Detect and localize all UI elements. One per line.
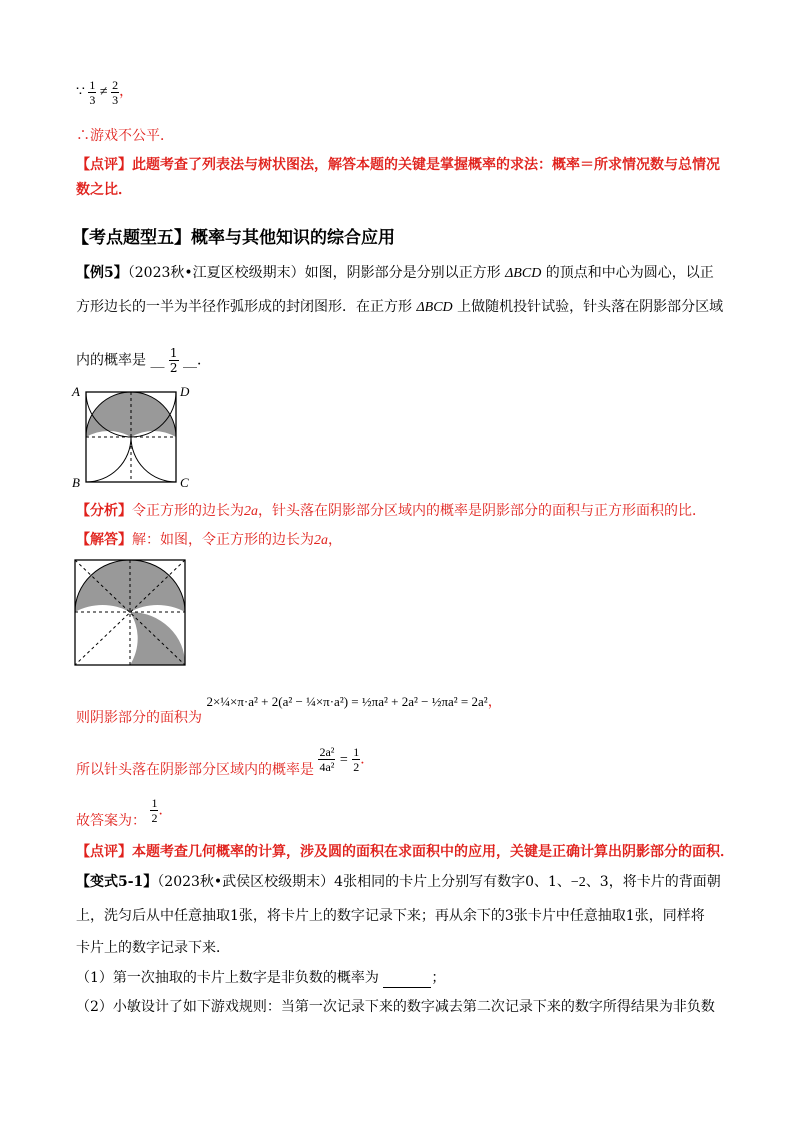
fraction-one-third: $\frac{1}{3}$	[89, 78, 96, 107]
example5-line2: 方形边长的一半为半径作弧形成的封闭图形．在正方形 ΔBCD 上做随机投针试验，针头落在阴影部分区域	[76, 299, 724, 315]
review-block-2: 【点评】本题考查几何概率的计算，涉及圆的面积在求面积中的应用，关键是正确计算出阴影部分的面积．	[76, 844, 734, 860]
question-2: （2）小敏设计了如下游戏规则：当第一次记录下来的数字减去第二次记录下来的数字所得结果为非负数	[76, 999, 715, 1015]
example5-line1: 【例5】（2023秋•江夏区校级期末）如图，阴影部分是分别以正方形 ΔBCD 的顶点和中心为圆心，以正	[76, 265, 714, 281]
answer-fraction-final: $\frac{1}{2}$	[151, 796, 158, 825]
square-figure-2	[70, 555, 190, 670]
square-figure-1	[70, 380, 190, 490]
variant-line1: 【变式5-1】（2023秋•武侯区校级期末）4张相同的卡片上分别写有数字0、1、−2、3，将卡片的背面朝	[76, 874, 721, 890]
probability-fraction: $\frac{\text{2a²}}{\text{4a²}}$	[319, 745, 335, 774]
question-1: （1）第一次抽取的卡片上数字是非负数的概率为 ；	[76, 970, 446, 986]
fraction-two-thirds: $\frac{2}{3}$	[112, 78, 119, 107]
analysis-line: 【分析】令正方形的边长为2a，针头落在阴影部分区域内的概率是阴影部分的面积与正方形面积的比．	[76, 503, 706, 519]
shaded-arc-left	[86, 437, 131, 482]
vertex-label-a: A	[72, 384, 80, 399]
area-line: 则阴影部分的面积为 2×¼×π·a² + 2(a² − ¼×π·a²) = ½πa² + 2a² − ½πa² = 2a²，	[76, 694, 502, 726]
review-block-1: 【点评】此题考查了列表法与树状图法，解答本题的关键是掌握概率的求法：概率＝所求情况数与总情况 数之比．	[76, 157, 720, 198]
because-line: ∵ $\frac{1}{3}$ ≠ $\frac{2}{3}$ ，	[76, 78, 134, 107]
variant-line3: 卡片上的数字记录下来．	[76, 940, 230, 956]
example5-line3: 内的概率是 __ $\frac{1}{2}$ __．	[76, 346, 211, 375]
answer-blank[interactable]	[383, 973, 431, 988]
vertex-label-b: B	[72, 475, 80, 490]
solution-line: 【解答】解：如图，令正方形的边长为2a，	[76, 532, 342, 548]
vertex-label-d: D	[180, 384, 190, 399]
answer-line: 故答案为： $\frac{1}{2}$ ．	[76, 796, 173, 829]
section-title: 【考点题型五】概率与其他知识的综合应用	[72, 228, 395, 248]
conclusion-line: ∴游戏不公平．	[76, 128, 174, 144]
probability-result: $\frac{1}{2}$	[353, 745, 360, 774]
area-formula: 2×¼×π·a² + 2(a² − ¼×π·a²) = ½πa² + 2a² − ½πa² = 2a²	[206, 694, 488, 709]
vertex-label-c: C	[180, 475, 189, 490]
variant-line2: 上，洗匀后从中任意抽取1张，将卡片上的数字记录下来；再从余下的3张卡片中任意抽取1张，同样将	[76, 908, 705, 924]
answer-fraction: $\frac{1}{2}$	[169, 346, 178, 375]
probability-line: 所以针头落在阴影部分区域内的概率是 $\frac{\text{2a²}}{\text{4a²}}$ = $\frac{1}{2}$ ．	[76, 745, 375, 778]
